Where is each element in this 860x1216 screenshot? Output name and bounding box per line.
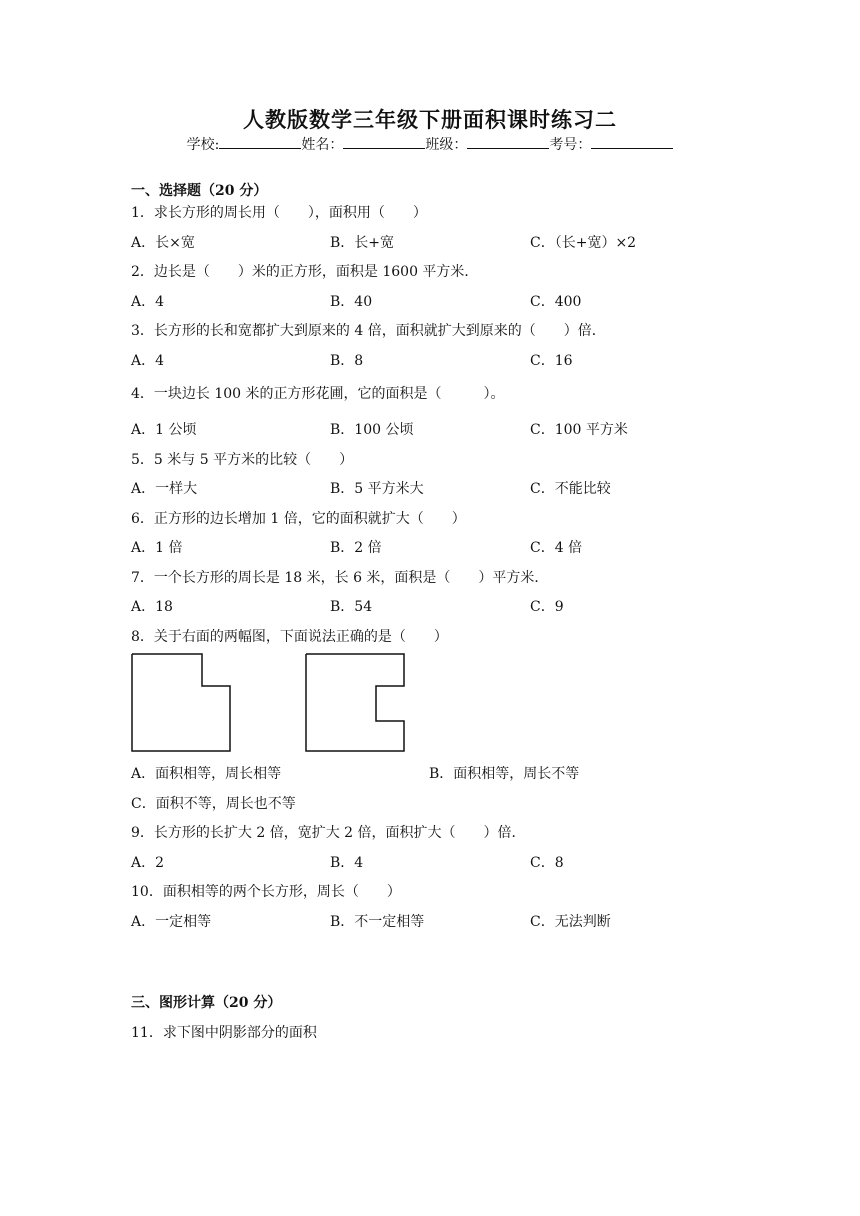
q3-option-a: A．4 [131,353,165,369]
question-2: 2．边长是（ ）米的正方形，面积是 1600 平方米． [131,264,479,280]
q2-option-b: B．40 [330,294,373,310]
q7-option-c: C．9 [530,599,564,615]
q5-option-c: C．不能比较 [530,481,611,497]
q4-option-a: A．1 公顷 [131,422,197,438]
question-5: 5．5 米与 5 平方米的比较（ ） [131,452,354,468]
q1-option-c: C．（长+宽）×2 [530,235,637,251]
notched-shape-outline [306,654,404,751]
question-6: 6．正方形的边长增加 1 倍，它的面积就扩大（ ） [131,511,466,527]
student-info-line [0,134,860,154]
q6-option-c: C．4 倍 [530,540,583,556]
question-10: 10．面积相等的两个长方形，周长（ ） [131,884,401,900]
school-blank [219,136,301,149]
section-3-heading: 三、图形计算（20 分） [131,995,282,1011]
q8-option-b: B．面积相等，周长不等 [429,766,580,782]
q6-option-b: B．2 倍 [330,540,382,556]
q5-option-a: A．一样大 [131,481,198,497]
question-11: 11．求下图中阴影部分的面积 [131,1025,317,1041]
exam-no-blank [591,136,673,149]
figure-l-shape [130,652,234,754]
class-label: 班级： [425,137,468,153]
q1-option-a: A．长×宽 [131,235,195,251]
section-1-heading: 一、选择题（20 分） [131,183,268,199]
figure-notched-shape [304,652,408,754]
q8-option-c: C．面积不等，周长也不等 [131,796,296,812]
q2-option-a: A．4 [131,294,165,310]
l-shape-outline [132,654,230,751]
q9-option-c: C．8 [530,855,564,871]
class-blank [467,136,549,149]
question-7: 7．一个长方形的周长是 18 米，长 6 米，面积是（ ）平方米． [131,570,549,586]
exam-no-label: 考号： [549,137,592,153]
q4-option-c: C．100 平方米 [530,422,628,438]
q6-option-a: A．1 倍 [131,540,183,556]
q1-option-b: B．长+宽 [330,235,395,251]
q10-option-b: B．不一定相等 [330,914,425,930]
q7-option-b: B．54 [330,599,373,615]
question-9: 9．长方形的长扩大 2 倍，宽扩大 2 倍，面积扩大（ ）倍． [131,825,526,841]
q10-option-c: C．无法判断 [530,914,611,930]
q10-option-a: A．一定相等 [131,914,212,930]
question-8: 8．关于右面的两幅图，下面说法正确的是（ ） [131,629,448,645]
q2-option-c: C．400 [530,294,582,310]
q9-option-b: B．4 [330,855,364,871]
question-4: 4．一块边长 100 米的正方形花圃，它的面积是（ ）。 [131,386,505,402]
name-blank [343,136,425,149]
name-label: 姓名： [301,137,344,153]
q3-option-b: B．8 [330,353,364,369]
question-1: 1．求长方形的周长用（ ），面积用（ ） [131,205,427,221]
q9-option-a: A．2 [131,855,165,871]
q5-option-b: B．5 平方米大 [330,481,424,497]
q7-option-a: A．18 [131,599,173,615]
question-3: 3．长方形的长和宽都扩大到原来的 4 倍，面积就扩大到原来的（ ）倍． [131,323,606,339]
page-title: 人教版数学三年级下册面积课时练习二 [243,107,617,132]
q3-option-c: C．16 [530,353,573,369]
school-label: 学校: [186,137,220,153]
q8-option-a: A．面积相等，周长相等 [131,766,282,782]
q4-option-b: B．100 公顷 [330,422,414,438]
